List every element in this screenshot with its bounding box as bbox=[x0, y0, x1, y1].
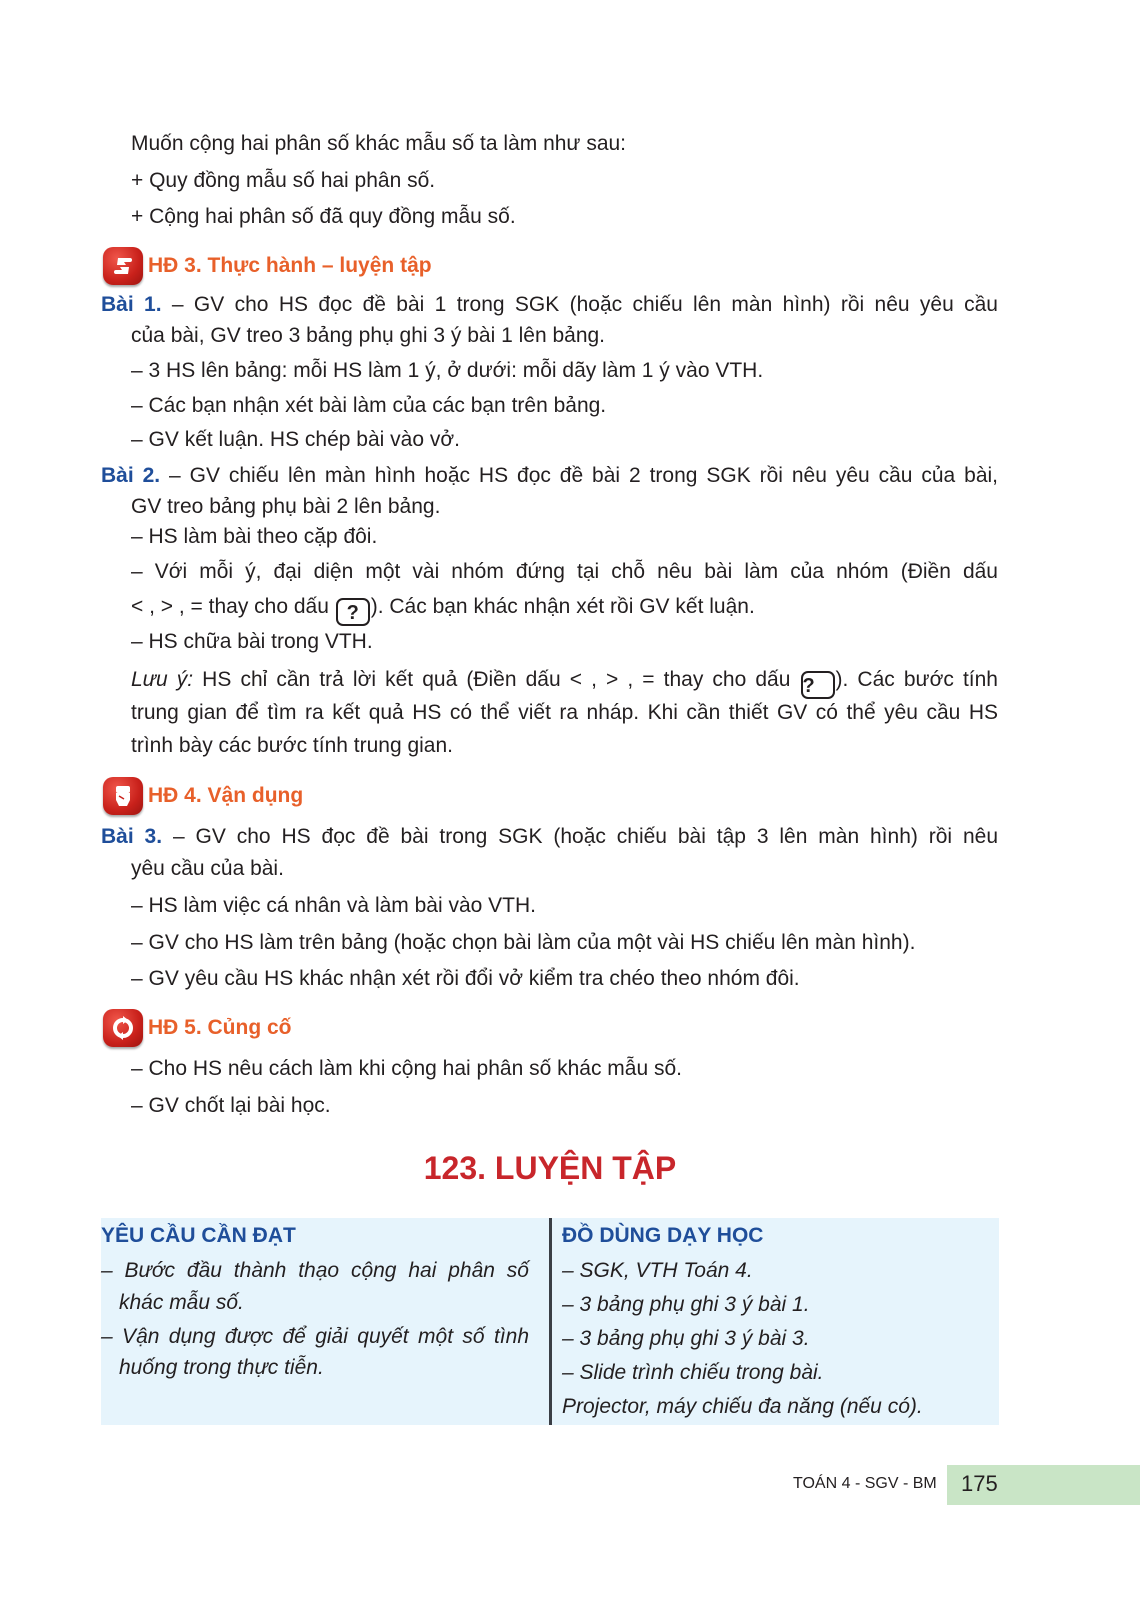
bai2-first-line bbox=[101, 461, 998, 491]
requirement-line: huống trong thực tiễn. bbox=[119, 1356, 324, 1379]
hd4-heading: HĐ 4. Vận dụng bbox=[148, 784, 304, 807]
bai3-first-line bbox=[101, 822, 998, 852]
bai3-line: – HS làm việc cá nhân và làm bài vào VTH. bbox=[131, 894, 537, 917]
hd5-heading: HĐ 5. Củng cố bbox=[148, 1016, 292, 1039]
bai3-label: Bài 3. bbox=[101, 825, 163, 848]
bai1-line: – Các bạn nhận xét bài làm của các bạn trên bảng. bbox=[131, 394, 607, 417]
intro-line: + Cộng hai phân số đã quy đồng mẫu số. bbox=[131, 205, 516, 228]
sign-line-after: ). Các bạn khác nhận xét rồi GV kết luận. bbox=[370, 595, 755, 618]
bai1-first-line bbox=[101, 290, 998, 320]
info-divider bbox=[549, 1218, 552, 1425]
sign-line-before: < , > , = thay cho dấu bbox=[131, 595, 329, 618]
material-line: Projector, máy chiếu đa năng (nếu có). bbox=[562, 1395, 923, 1418]
question-box: ? bbox=[336, 598, 370, 626]
requirement-line: – Vận dụng được để giải quyết một số tình bbox=[101, 1325, 529, 1348]
material-line: – SGK, VTH Toán 4. bbox=[562, 1259, 753, 1282]
bai2-label: Bài 2. bbox=[101, 464, 161, 487]
lesson-title: 123. LUYỆN TẬP bbox=[423, 1150, 677, 1186]
note-first-line bbox=[131, 665, 998, 699]
bai2-text: – GV chiếu lên màn hình hoặc HS đọc đề bài 2 trong SGK rồi nêu yêu cầu của bài, bbox=[169, 464, 998, 487]
hd3-heading: HĐ 3. Thực hành – luyện tập bbox=[148, 254, 432, 277]
note-after: ). Các bước tính bbox=[835, 668, 998, 691]
bai3-text: – GV cho HS đọc đề bài trong SGK (hoặc chiếu bài tập 3 lên màn hình) rồi nêu bbox=[172, 825, 999, 848]
raised-fist-icon bbox=[103, 777, 143, 815]
intro-line: Muốn cộng hai phân số khác mẫu số ta làm như sau: bbox=[131, 132, 627, 155]
note-label: Lưu ý: bbox=[131, 668, 194, 691]
bai2-line: – HS chữa bài trong VTH. bbox=[131, 630, 373, 653]
hd5-line: – GV chốt lại bài học. bbox=[131, 1094, 331, 1117]
requirements-heading: YÊU CẦU CẦN ĐẠT bbox=[101, 1224, 296, 1247]
bai2-line: – HS làm bài theo cặp đôi. bbox=[131, 525, 378, 548]
bai2-line: GV treo bảng phụ bài 2 lên bảng. bbox=[131, 495, 441, 518]
note-line: trình bày các bước tính trung gian. bbox=[131, 734, 454, 757]
page-number: 175 bbox=[961, 1471, 998, 1496]
materials-heading: ĐỒ DÙNG DẠY HỌC bbox=[562, 1224, 764, 1247]
hd5-line: – Cho HS nêu cách làm khi cộng hai phân số khác mẫu số. bbox=[131, 1057, 682, 1080]
bai3-line: – GV yêu cầu HS khác nhận xét rồi đổi vở kiểm tra chéo theo nhóm đôi. bbox=[131, 967, 800, 990]
bai3-line: yêu cầu của bài. bbox=[131, 857, 284, 880]
material-line: – Slide trình chiếu trong bài. bbox=[562, 1361, 824, 1384]
material-line: – 3 bảng phụ ghi 3 ý bài 1. bbox=[562, 1293, 810, 1316]
note-line: trung gian để tìm ra kết quả HS có thể viết ra nháp. Khi cần thiết GV có thể yêu cầu HS bbox=[131, 701, 998, 724]
bai2-line: – Với mỗi ý, đại diện một vài nhóm đứng tại chỗ nêu bài làm của nhóm (Điền dấu bbox=[131, 560, 998, 583]
bai1-text: – GV cho HS đọc đề bài 1 trong SGK (hoặc chiếu lên màn hình) rồi nêu yêu cầu bbox=[171, 293, 998, 316]
requirement-line: – Bước đầu thành thạo cộng hai phân số bbox=[101, 1259, 529, 1282]
requirement-line: khác mẫu số. bbox=[119, 1291, 244, 1314]
bai2-sign-line bbox=[131, 592, 755, 626]
bai1-label: Bài 1. bbox=[101, 293, 162, 316]
material-line: – 3 bảng phụ ghi 3 ý bài 3. bbox=[562, 1327, 810, 1350]
hands-icon bbox=[103, 247, 143, 285]
question-box: ? bbox=[801, 671, 835, 699]
bai1-line: – 3 HS lên bảng: mỗi HS làm 1 ý, ở dưới: mỗi dãy làm 1 ý vào VTH. bbox=[131, 359, 764, 382]
bai3-line: – GV cho HS làm trên bảng (hoặc chọn bài làm của một vài HS chiếu lên màn hình). bbox=[131, 931, 916, 954]
bai1-line: của bài, GV treo 3 bảng phụ ghi 3 ý bài 1 lên bảng. bbox=[131, 324, 606, 347]
bai1-line: – GV kết luận. HS chép bài vào vở. bbox=[131, 428, 460, 451]
book-label: TOÁN 4 - SGV - BM bbox=[793, 1475, 937, 1492]
intro-line: + Quy đồng mẫu số hai phân số. bbox=[131, 169, 436, 192]
refresh-cycle-icon bbox=[103, 1009, 143, 1047]
note-before: HS chỉ cần trả lời kết quả (Điền dấu < , > , = thay cho dấu bbox=[193, 668, 791, 691]
